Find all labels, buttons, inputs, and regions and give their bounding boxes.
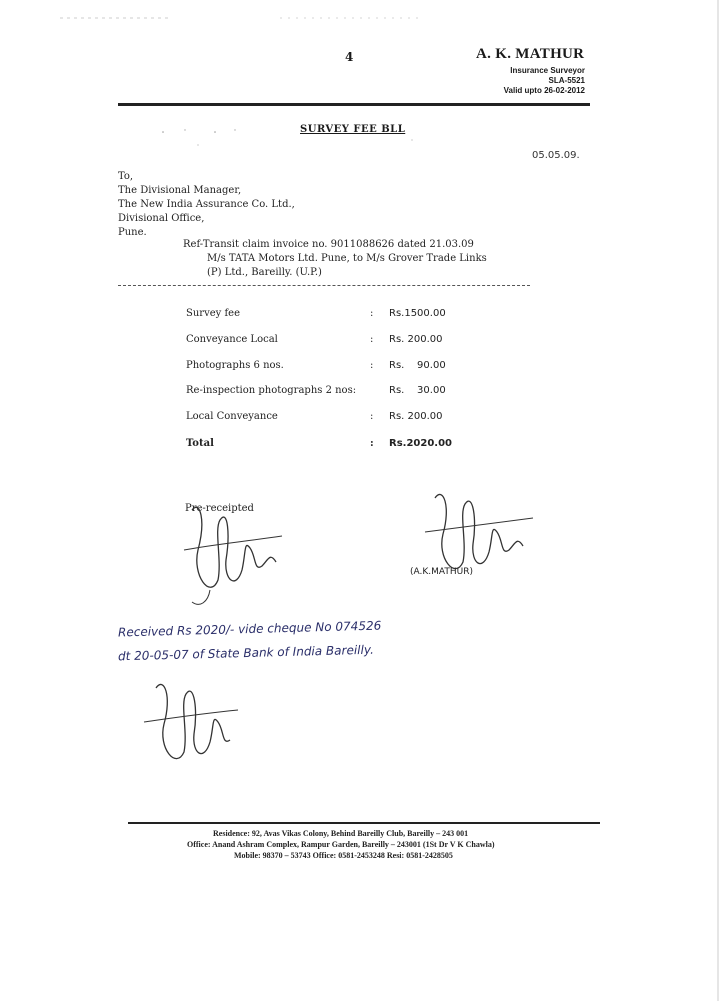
license-validity: Valid upto 26-02-2012	[503, 86, 585, 95]
signatory-name: (A.K.MATHUR)	[410, 567, 473, 577]
reference-line: (P) Ltd., Bareilly. (U.P.)	[207, 267, 322, 278]
reference-line: M/s TATA Motors Ltd. Pune, to M/s Grover Trade Links	[207, 253, 487, 264]
address-to: To,	[118, 171, 134, 182]
signature-left	[170, 490, 300, 610]
address-line: Pune.	[118, 227, 147, 238]
page-number: 4	[345, 50, 354, 64]
fee-row	[186, 385, 486, 399]
header-rule	[118, 103, 590, 106]
address-line: Divisional Office,	[118, 213, 205, 224]
fee-row	[186, 360, 486, 374]
fee-colon: :	[370, 411, 374, 422]
fee-amount: Rs.1500.00	[389, 308, 446, 319]
handwritten-receipt-line: Received Rs 2020/- vide cheque No 074526	[117, 618, 382, 640]
document-date: 05.05.09.	[532, 150, 580, 161]
fee-label: Total	[186, 438, 214, 449]
surveyor-role: Insurance Surveyor	[510, 66, 585, 75]
fee-amount: Rs. 30.00	[389, 385, 446, 396]
fee-label: Photographs 6 nos.	[186, 360, 284, 371]
recipient-address	[118, 170, 295, 240]
footer-contact: Mobile: 98370 – 53743 Office: 0581-2453248 Resi: 0581-2428505	[234, 851, 453, 860]
fee-amount: Rs.2020.00	[389, 438, 452, 449]
fee-colon: :	[370, 360, 374, 371]
fee-total-row	[186, 438, 486, 452]
pre-receipted-label: Pre-receipted	[185, 503, 254, 514]
fee-row	[186, 334, 486, 348]
fee-label: Re-inspection photographs 2 nos:	[186, 385, 357, 396]
address-line: The New India Assurance Co. Ltd.,	[118, 199, 295, 210]
fee-colon: :	[370, 308, 374, 319]
address-line: The Divisional Manager,	[118, 185, 242, 196]
reference-block	[183, 238, 487, 280]
fee-amount: Rs. 200.00	[389, 411, 443, 422]
fee-amount: Rs. 200.00	[389, 334, 443, 345]
fee-colon: :	[370, 334, 374, 345]
document-title: SURVEY FEE BLL	[300, 124, 406, 135]
reference-line: Ref-Transit claim invoice no. 9011088626 dated 21.03.09	[183, 239, 474, 250]
fee-amount: Rs. 90.00	[389, 360, 446, 371]
footer-rule	[128, 822, 600, 824]
fee-label: Conveyance Local	[186, 334, 278, 345]
fee-colon: :	[370, 438, 374, 449]
fee-label: Survey fee	[186, 308, 241, 319]
surveyor-license: SLA-5521	[548, 76, 585, 85]
fee-row	[186, 308, 486, 322]
footer-office: Office: Anand Ashram Complex, Rampur Garden, Bareilly – 243001 (1St Dr V K Chawla)	[187, 840, 495, 849]
signature-receipt	[138, 670, 248, 780]
footer-residence: Residence: 92, Avas Vikas Colony, Behind Bareilly Club, Bareilly – 243 001	[213, 829, 469, 838]
dashed-separator	[118, 285, 530, 286]
fee-row	[186, 411, 486, 425]
handwritten-receipt-line: dt 20-05-07 of State Bank of India Bareilly.	[117, 642, 375, 664]
surveyor-name: A. K. MATHUR	[476, 46, 585, 62]
fee-label: Local Conveyance	[186, 411, 278, 422]
